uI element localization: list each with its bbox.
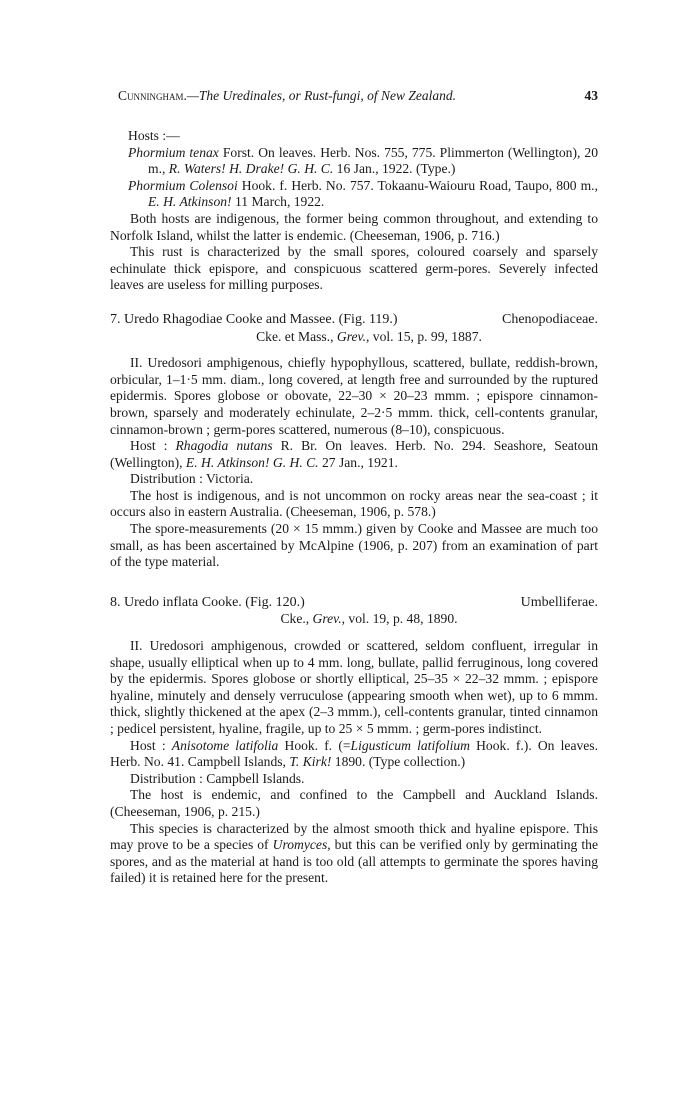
- host-entry-1: [110, 145, 598, 178]
- ref-author: Cke. et Mass.,: [256, 328, 337, 344]
- family-name: Chenopodiaceae.: [501, 311, 598, 327]
- species-reference: [110, 611, 598, 628]
- paragraph: The spore-measurements (20 × 15 mmm.) given by Cooke and Massee are much too small, as has been ascertained by McAlpine (1906, p. 207) from an examination of part of the type material.: [110, 521, 598, 570]
- host-synonym: Ligusticum latifolium: [350, 737, 470, 753]
- host-entry: [110, 438, 598, 471]
- ref-citation: , vol. 19, p. 48, 1890.: [341, 611, 458, 627]
- host-label: Host :: [130, 737, 172, 753]
- ref-author: Cke.,: [280, 611, 313, 627]
- host-collectors: E. H. Atkinson!: [148, 194, 232, 210]
- host-details: Hook. f.). On leaves. Herb. No. 41. Campbell Islands,: [110, 737, 598, 770]
- paragraph: The host is endemic, and confined to the Campbell and Auckland Islands. (Cheeseman, 1906, p. 215.): [110, 787, 598, 819]
- distribution: Distribution : Campbell Islands.: [130, 770, 305, 786]
- distribution: Distribution : Victoria.: [130, 471, 254, 487]
- ref-journal: Grev.: [336, 328, 366, 344]
- host-entry-2: [110, 178, 598, 211]
- host-date: 1890. (Type collection.): [331, 754, 466, 770]
- page-number: 43: [584, 88, 598, 103]
- host-collectors: T. Kirk!: [289, 754, 332, 770]
- host-date: 27 Jan., 1921.: [318, 454, 398, 470]
- running-head: [118, 88, 598, 105]
- species-description: II. Uredosori amphigenous, crowded or scattered, seldom confluent, irregular in shape, usually elliptical when up to 4 mm. long, bullate, pallid ferruginous, long covered by the epidermis. Spores globose or shortly elliptical, 25–35 × 22–32 mmm. ; epispore hyaline, minutely and densely verruculose (appearing smooth when wet), up to 6 mmm. thick, slightly thickened at the apex (2–3 mmm.), cell-contents granular, tinted cinnamon ; pedicel persistent, hyaline, fragile, up to 25 × 5 mmm. ; germ-pores indistinct.: [110, 638, 598, 736]
- ref-citation: , vol. 15, p. 99, 1887.: [365, 328, 482, 344]
- host-label: Host :: [130, 438, 176, 454]
- paragraph: This rust is characterized by the small spores, coloured coarsely and sparsely echinulate thick epispore, and conspicuous scattered germ-pores. Severely infected leaves are useless for milling purposes.: [110, 244, 598, 293]
- genus-name: Uromyces: [272, 837, 328, 853]
- host-date: 11 March, 1922.: [231, 194, 325, 210]
- host-details: R. Br. On leaves. Herb. No. 294. Seashore, Seatoun (Wellington),: [110, 438, 598, 470]
- body-text: [110, 128, 598, 887]
- header-author: Cunningham.: [118, 88, 187, 103]
- host-name: Rhagodia nutans: [175, 438, 273, 454]
- host-collectors: R. Waters! H. Drake! G. H. C.: [168, 161, 334, 177]
- paragraph: [110, 821, 598, 887]
- host-date: 16 Jan., 1922. (Type.): [333, 161, 456, 177]
- species-description: II. Uredosori amphigenous, chiefly hypophyllous, scattered, bullate, reddish-brown, orbicular, 1–1·5 mm. diam., long covered, at length free and surrounded by the ruptured epidermis. Spores globose or obovate, 22–30 × 20–23 mmm. ; epispore cinnamon-brown, sparsely and moderately echinulate, 2–2·5 mmm. thick, cell-contents granular, cinnamon-brown ; germ-pores scattered, numerous (8–10), conspicuous.: [110, 355, 598, 437]
- text-run: This species is characterized by the almost smooth thick and hyaline epispore. This may prove to be a species of: [110, 820, 598, 853]
- host-name: Phormium Colensoi: [128, 177, 238, 193]
- species-name: 7. Uredo Rhagodiae Cooke and Massee. (Fig. 119.): [110, 311, 398, 327]
- host-collectors: E. H. Atkinson! G. H. C.: [185, 454, 319, 470]
- host-name: Anisotome latifolia: [171, 737, 279, 753]
- paragraph: The host is indigenous, and is not uncommon on rocky areas near the sea-coast ; it occurs also in eastern Australia. (Cheeseman, 1906, p. 578.): [110, 487, 598, 520]
- host-details: Forst. On leaves. Herb. Nos. 755, 775. Plimmerton (Wellington), 20 m.,: [148, 144, 598, 177]
- species-reference: [110, 329, 598, 346]
- family-name: Umbelliferae.: [520, 594, 598, 610]
- hosts-label: Hosts :—: [128, 128, 180, 143]
- ref-journal: Grev.: [312, 611, 342, 627]
- host-details: Hook. f. Herb. No. 757. Tokaanu-Waiouru Road, Taupo, 800 m.,: [237, 177, 598, 193]
- species-name: 8. Uredo inflata Cooke. (Fig. 120.): [110, 594, 305, 610]
- host-entry: [110, 738, 598, 771]
- header-title: —The Uredinales, or Rust-fungi, of New Zealand.: [186, 88, 457, 103]
- species-heading: [110, 312, 598, 329]
- host-name: Phormium tenax: [128, 144, 219, 160]
- species-heading: [110, 595, 598, 612]
- host-authority: Hook. f. (=: [278, 737, 351, 753]
- text-run: , but this can be verified only by germinating the spores, and as the material at hand is too old (all attempts to germinate the spores having failed) it is retained here for the present.: [110, 837, 598, 886]
- paragraph: Both hosts are indigenous, the former being common throughout, and extending to Norfolk Island, whilst the latter is endemic. (Cheeseman, 1906, p. 716.): [110, 210, 598, 243]
